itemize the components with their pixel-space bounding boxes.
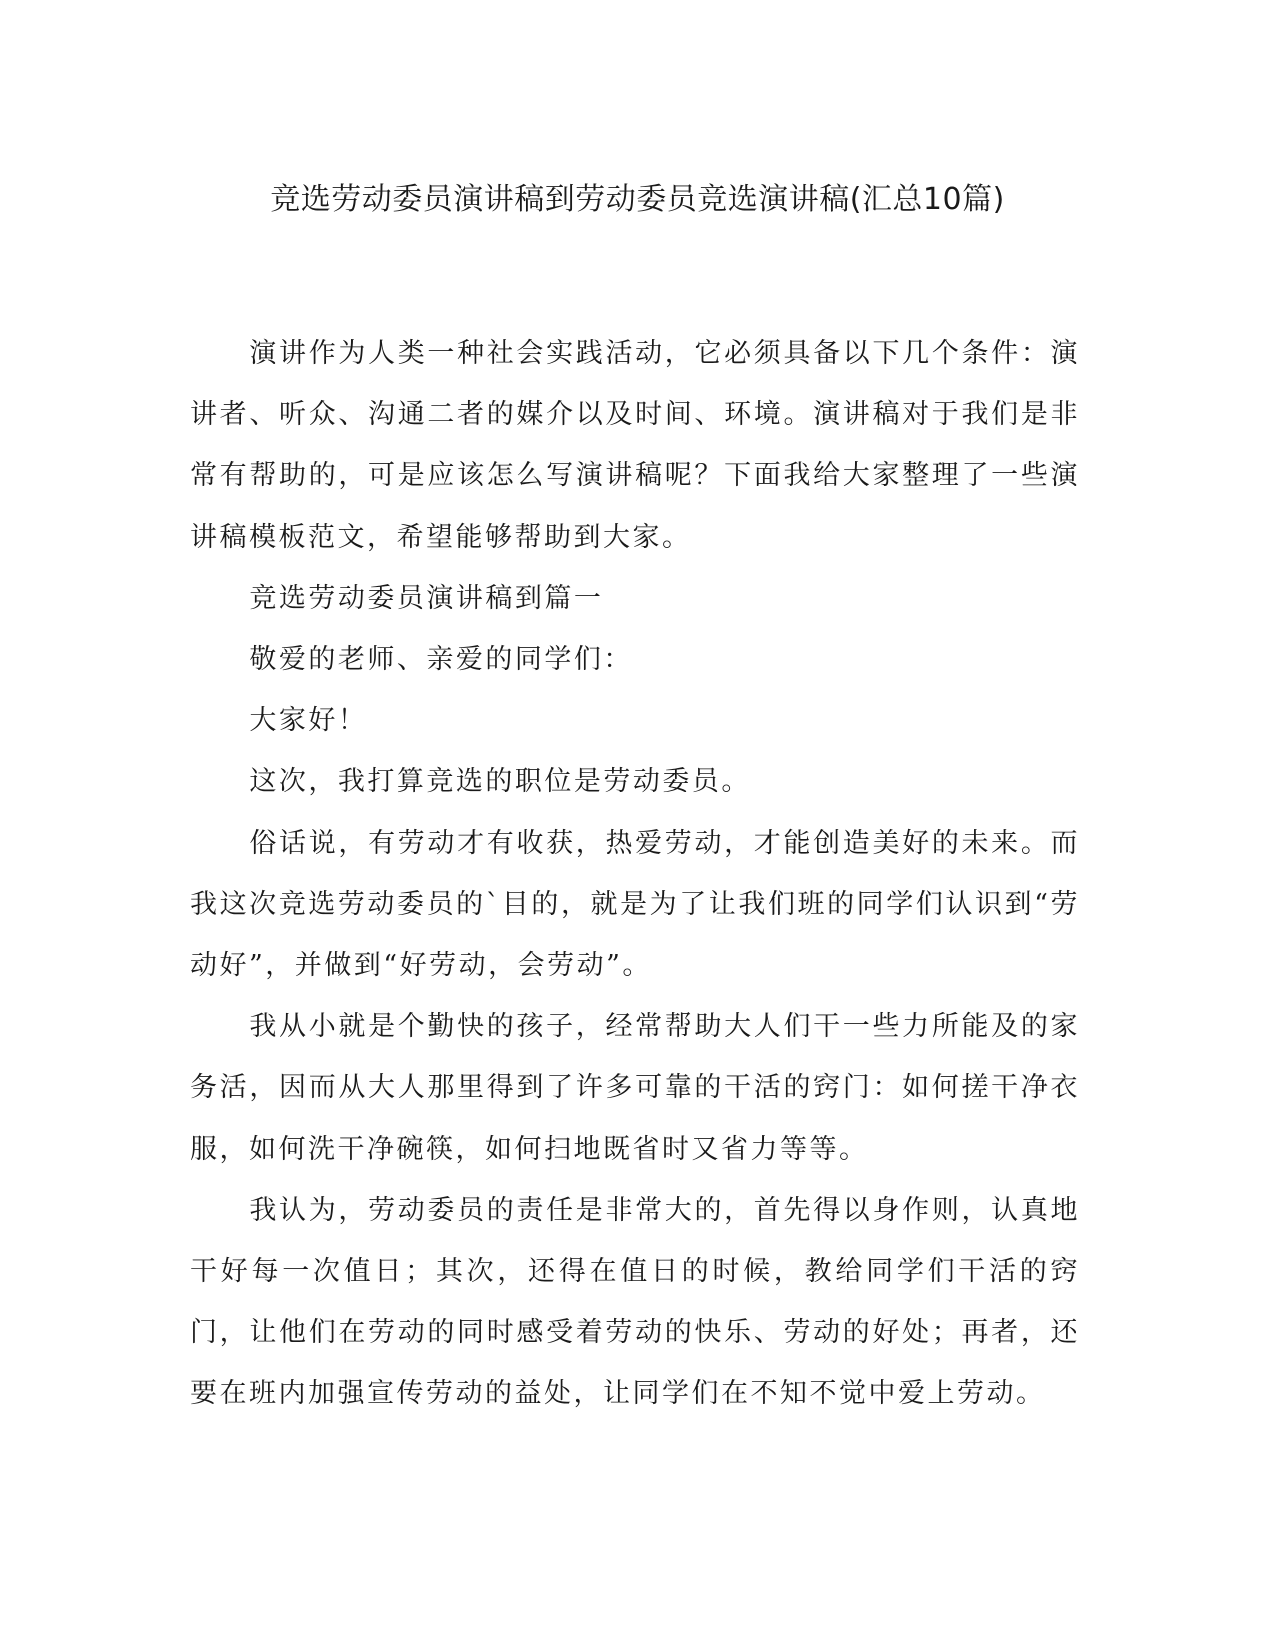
document-body [190, 323, 1080, 1425]
salutation: 敬爱的老师、亲爱的同学们： [249, 644, 633, 676]
paragraph-position: 这次，我打算竞选的职位是劳动委员。 [249, 766, 751, 798]
greeting: 大家好！ [249, 705, 368, 737]
section-heading: 竞选劳动委员演讲稿到篇一 [249, 582, 604, 614]
paragraph-background: 我从小就是个勤快的孩子，经常帮助大人们干一些力所能及的家务活，因而从大人那里得到了许多可靠的干活的窍门：如何搓干净衣服，如何洗干净碗筷，如何扫地既省时又省力等等。 [190, 1011, 1080, 1165]
paragraph-purpose: 俗话说，有劳动才有收获，热爱劳动，才能创造美好的未来。而我这次竞选劳动委员的`目的，就是为了让我们班的同学们认识到“劳动好”，并做到“好劳动，会劳动”。 [190, 827, 1080, 982]
paragraph-intro: 演讲作为人类一种社会实践活动，它必须具备以下几个条件：演讲者、听众、沟通二者的媒介以及时间、环境。演讲稿对于我们是非常有帮助的，可是应该怎么写演讲稿呢？下面我给大家整理了一些演讲稿模板范文，希望能够帮助到大家。 [190, 338, 1080, 553]
paragraph-responsibility: 我认为，劳动委员的责任是非常大的，首先得以身作则，认真地干好每一次值日；其次，还得在值日的时候，教给同学们干活的窍门，让他们在劳动的同时感受着劳动的快乐、劳动的好处；再者，还要在班内加强宣传劳动的益处，让同学们在不知不觉中爱上劳动。 [190, 1194, 1080, 1410]
document-title: 竞选劳动委员演讲稿到劳动委员竞选演讲稿(汇总10篇) [270, 182, 1005, 217]
